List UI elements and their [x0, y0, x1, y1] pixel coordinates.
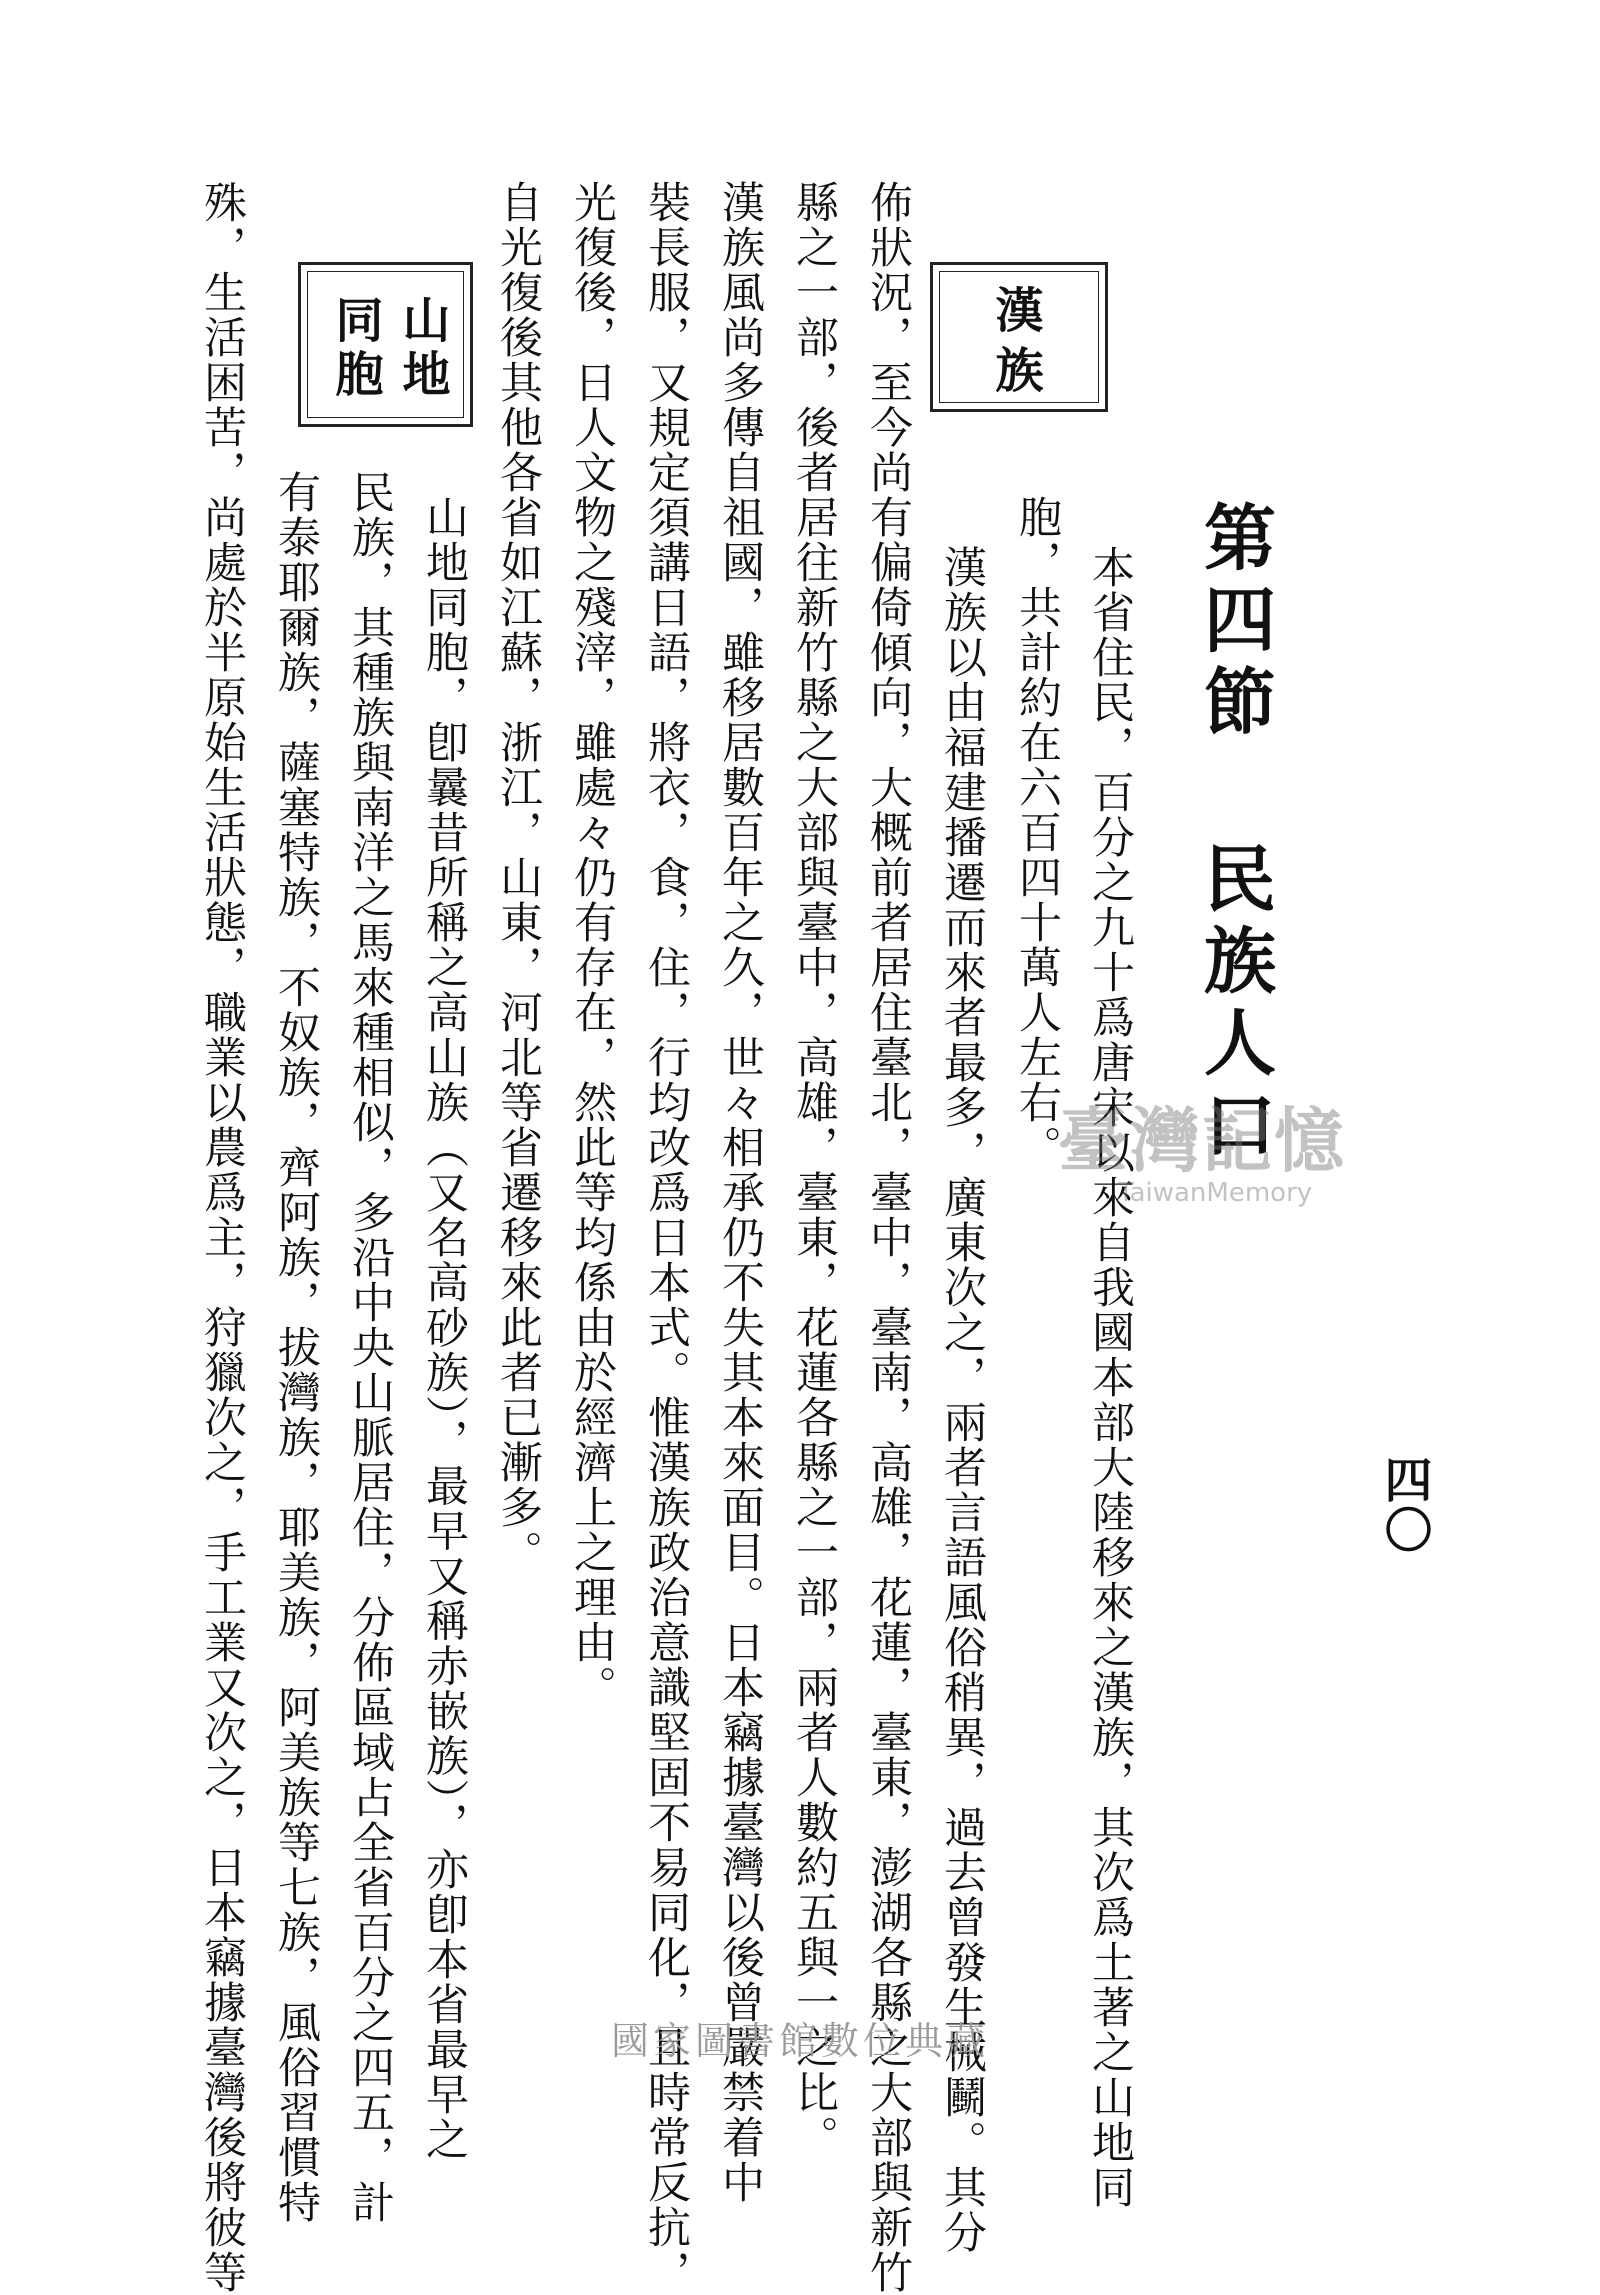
heading-box-han	[930, 262, 1108, 412]
text-column-7: 裝長服，又規定須講日語，將衣，食，住，行均改爲日本式。惟漢族政治意識堅固不易同化，且時常反抗，	[641, 180, 691, 2295]
text-column-1: 本省住民，百分之九十爲唐宋以來自我國本部大陸移來之漢族，其次爲土著之山地同	[1085, 545, 1135, 2210]
text-column-3: 漢族以由福建播遷而來者最多，廣東次之，兩者言語風俗稍異，過去曾發生械鬭。其分	[937, 545, 987, 2255]
text-column-10: 山地同胞，卽曩昔所稱之高山族（又名高砂族），最早又稱赤嵌族），亦卽本省最早之	[419, 495, 469, 2162]
text-column-8: 光復後，日人文物之殘滓，雖處々仍有存在，然此等均係由於經濟上之理由。	[567, 180, 617, 1710]
text-column-5: 縣之一部，後者居往新竹縣之大部與臺中，高雄，臺東，花蓮各縣之一部，兩者人數約五與一之比。	[789, 180, 839, 2160]
watermark-english: TaiwanMemory	[1118, 1178, 1313, 1208]
section-title: 第四節 民族人口	[1192, 500, 1277, 1169]
text-column-13: 殊，生活困苦，尚處於半原始生活狀態，職業以農爲主，狩獵次之，手工業又次之，日本竊據臺灣後將彼等	[197, 180, 247, 2295]
text-column-6: 漢族風尚多傳自祖國，雖移居數百年之久，世々相承仍不失其本來面目。日本竊據臺灣以後曾嚴禁着中	[715, 180, 765, 2205]
heading-han: 漢族	[987, 285, 1043, 405]
footer-collection: 國家圖書館數位典藏	[610, 2019, 989, 2063]
page-number: 四〇	[1376, 1455, 1432, 1555]
heading-mountain-line1: 山地	[394, 295, 450, 403]
text-column-12: 有泰耶爾族，薩塞特族，不奴族，齊阿族，拔灣族，耶美族，阿美族等七族，風俗習慣特	[271, 470, 321, 2225]
watermark-chinese: 臺灣記憶	[1058, 1100, 1346, 1182]
heading-mountain-line2: 同胞	[327, 295, 383, 403]
text-column-9: 自光復後其他各省如江蘇，浙江，山東，河北等省遷移來此者已漸多。	[493, 180, 543, 1575]
text-column-2: 胞，共計約在六百四十萬人左右。	[1012, 495, 1062, 1170]
heading-box-mountain	[298, 262, 473, 427]
text-column-11: 民族，其種族與南洋之馬來種相似，多沿中央山脈居住，分佈區域占全省百分之四五，計	[345, 470, 395, 2225]
text-column-4: 佈狀況，至今尚有偏倚傾向，大概前者居住臺北，臺中，臺南，高雄，花蓮，臺東，澎湖各縣之大部與新竹	[863, 180, 913, 2295]
